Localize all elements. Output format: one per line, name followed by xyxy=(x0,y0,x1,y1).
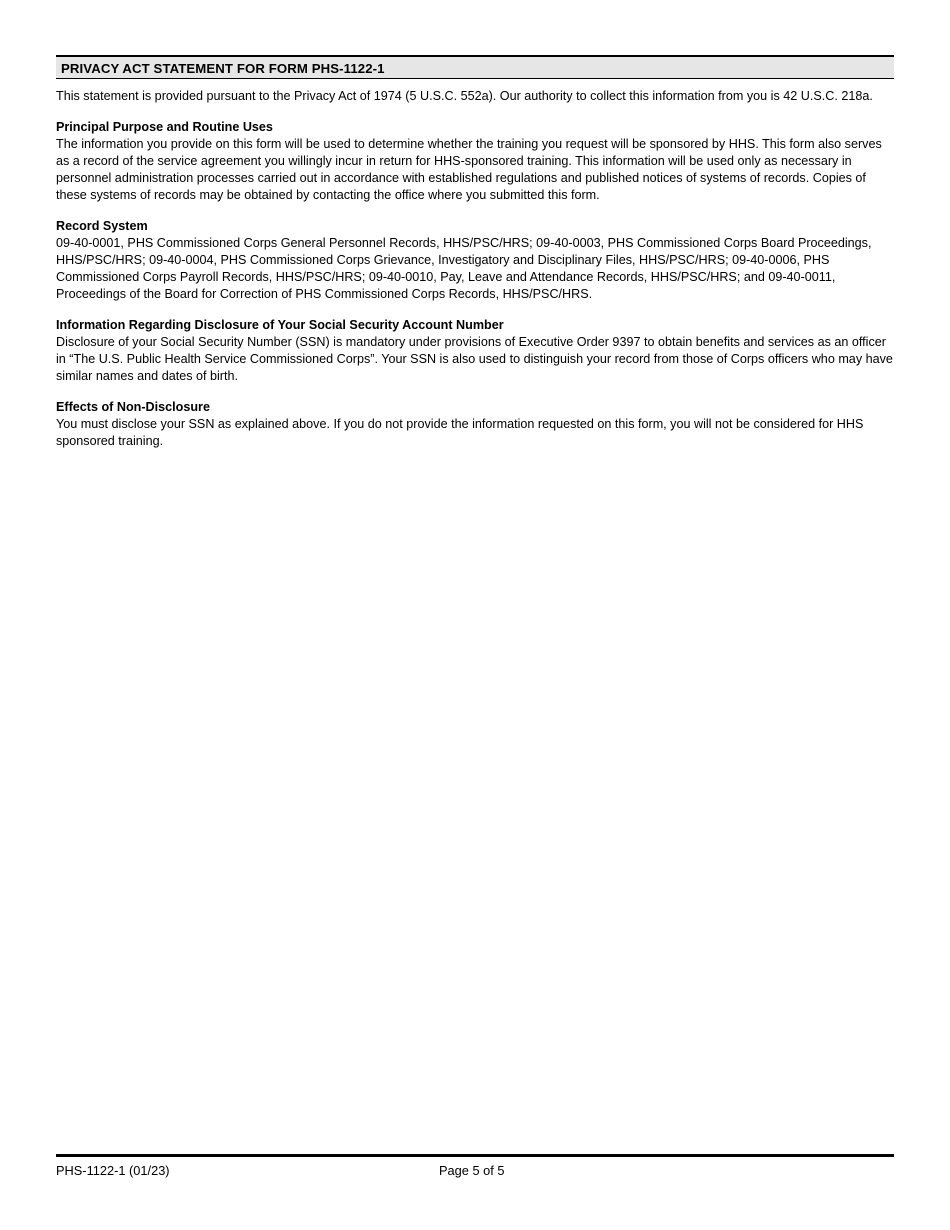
section-heading: Effects of Non-Disclosure xyxy=(56,400,210,414)
statement-title: PRIVACY ACT STATEMENT FOR FORM PHS-1122-1 xyxy=(56,55,894,79)
intro-paragraph: This statement is provided pursuant to the Privacy Act of 1974 (5 U.S.C. 552a). Our authority to collect this information from you is 42 U.S.C. 218a. xyxy=(56,89,873,103)
section-body: The information you provide on this form will be used to determine whether the training you request will be sponsored by HHS. This form also serves as a record of the service agreement you willingly incur in return for HHS-sponsored training. This information will be used only as necessary in personnel administration processes carried out in accordance with established regulations and published notices of systems of records. Copies of these systems of records may be obtained by contacting the office where you submitted this form. xyxy=(56,137,882,202)
section-ssn-disclosure xyxy=(56,317,894,385)
form-id: PHS-1122-1 (01/23) xyxy=(56,1163,170,1178)
section-body: 09-40-0001, PHS Commissioned Corps General Personnel Records, HHS/PSC/HRS; 09-40-0003, PHS Commissioned Corps Board Proceedings, HHS/PSC/HRS; 09-40-0004, PHS Commissioned Corps Grievance, Investigatory and Disciplinary Files, HHS/PSC/HRS; 09-40-0006, PHS Commissioned Corps Payroll Records, HHS/PSC/HRS; 09-40-0010, Pay, Leave and Attendance Records, HHS/PSC/HRS; and 09-40-0011, Proceedings of the Board for Correction of PHS Commissioned Corps Records, HHS/PSC/HRS. xyxy=(56,236,872,301)
section-body: Disclosure of your Social Security Number (SSN) is mandatory under provisions of Executive Order 9397 to obtain benefits and services as an officer in “The U.S. Public Health Service Commissioned Corps”. Your SSN is also used to distinguish your record from those of Corps officers who may have similar names and dates of birth. xyxy=(56,335,893,383)
section-purpose xyxy=(56,119,894,204)
page-number: Page 5 of 5 xyxy=(439,1163,505,1178)
section-heading: Information Regarding Disclosure of Your Social Security Account Number xyxy=(56,318,504,332)
page-footer xyxy=(56,1154,894,1181)
section-heading: Principal Purpose and Routine Uses xyxy=(56,120,273,134)
privacy-act-statement xyxy=(56,55,894,450)
section-heading: Record System xyxy=(56,219,148,233)
section-body: You must disclose your SSN as explained above. If you do not provide the information requested on this form, you will not be considered for HHS sponsored training. xyxy=(56,417,864,448)
section-non-disclosure xyxy=(56,399,894,450)
section-record-system xyxy=(56,218,894,303)
